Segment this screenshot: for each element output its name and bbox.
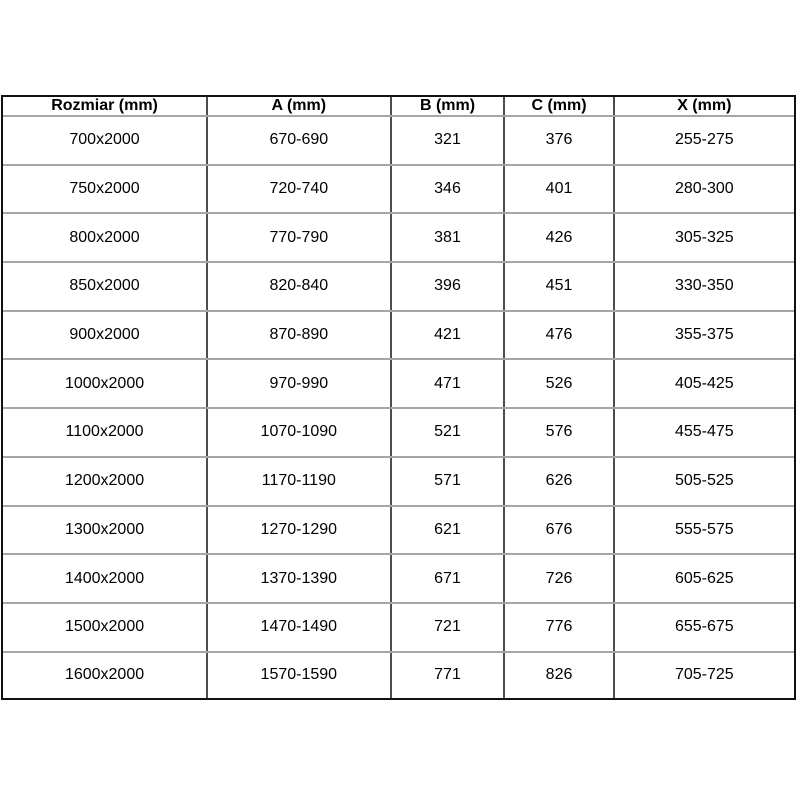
table-cell: 1270-1290	[207, 506, 391, 555]
table-row	[3, 359, 794, 408]
table-cell: 721	[391, 603, 505, 652]
table-cell: 900x2000	[3, 311, 207, 360]
table-cell: 555-575	[614, 506, 794, 555]
table-row	[3, 603, 794, 652]
table-cell: 1170-1190	[207, 457, 391, 506]
table-cell: 321	[391, 116, 505, 165]
table-row	[3, 554, 794, 603]
table-cell: 771	[391, 652, 505, 698]
table-cell: 670-690	[207, 116, 391, 165]
table-cell: 355-375	[614, 311, 794, 360]
table-cell: 1400x2000	[3, 554, 207, 603]
column-header: C (mm)	[504, 97, 613, 116]
table-header-row	[3, 97, 794, 116]
table-cell: 1000x2000	[3, 359, 207, 408]
table-body	[3, 116, 794, 698]
table-row	[3, 165, 794, 214]
table-row	[3, 262, 794, 311]
table-cell: 776	[504, 603, 613, 652]
table-cell: 800x2000	[3, 213, 207, 262]
table-cell: 1300x2000	[3, 506, 207, 555]
table-cell: 655-675	[614, 603, 794, 652]
table-cell: 605-625	[614, 554, 794, 603]
table-cell: 1100x2000	[3, 408, 207, 457]
table-cell: 521	[391, 408, 505, 457]
table-cell: 621	[391, 506, 505, 555]
table-cell: 970-990	[207, 359, 391, 408]
table-cell: 396	[391, 262, 505, 311]
table-cell: 305-325	[614, 213, 794, 262]
table-cell: 451	[504, 262, 613, 311]
table-cell: 476	[504, 311, 613, 360]
table-cell: 750x2000	[3, 165, 207, 214]
table-cell: 455-475	[614, 408, 794, 457]
table-cell: 1500x2000	[3, 603, 207, 652]
column-header: A (mm)	[207, 97, 391, 116]
table-row	[3, 116, 794, 165]
table-cell: 330-350	[614, 262, 794, 311]
table-cell: 700x2000	[3, 116, 207, 165]
header-row	[3, 97, 794, 116]
table-cell: 626	[504, 457, 613, 506]
table-row	[3, 408, 794, 457]
table-cell: 870-890	[207, 311, 391, 360]
table-row	[3, 506, 794, 555]
table-cell: 421	[391, 311, 505, 360]
table-cell: 505-525	[614, 457, 794, 506]
table-cell: 401	[504, 165, 613, 214]
table-cell: 405-425	[614, 359, 794, 408]
table-cell: 820-840	[207, 262, 391, 311]
table-row	[3, 457, 794, 506]
table-cell: 826	[504, 652, 613, 698]
table-cell: 1070-1090	[207, 408, 391, 457]
table-cell: 526	[504, 359, 613, 408]
table-cell: 770-790	[207, 213, 391, 262]
table-cell: 1370-1390	[207, 554, 391, 603]
column-header: X (mm)	[614, 97, 794, 116]
column-header: Rozmiar (mm)	[3, 97, 207, 116]
table-cell: 571	[391, 457, 505, 506]
table-row	[3, 213, 794, 262]
table-cell: 1600x2000	[3, 652, 207, 698]
table-cell: 726	[504, 554, 613, 603]
table-cell: 346	[391, 165, 505, 214]
table-cell: 676	[504, 506, 613, 555]
column-header: B (mm)	[391, 97, 505, 116]
table-cell: 705-725	[674, 666, 734, 684]
table-cell: 471	[391, 359, 505, 408]
table-cell: 381	[391, 213, 505, 262]
table-cell: 1200x2000	[3, 457, 207, 506]
table-row	[3, 311, 794, 360]
table-cell: 1570-1590	[207, 652, 391, 698]
table-cell: 255-275	[614, 116, 794, 165]
dimension-table-container	[1, 95, 796, 700]
table-cell: 850x2000	[3, 262, 207, 311]
table-cell: 720-740	[207, 165, 391, 214]
table-cell: 671	[391, 554, 505, 603]
table-row	[3, 652, 794, 698]
table-cell: 1470-1490	[207, 603, 391, 652]
table-cell: 576	[504, 408, 613, 457]
dimension-table	[3, 97, 794, 698]
table-cell: 376	[504, 116, 613, 165]
table-cell: 426	[504, 213, 613, 262]
table-cell: 280-300	[614, 165, 794, 214]
